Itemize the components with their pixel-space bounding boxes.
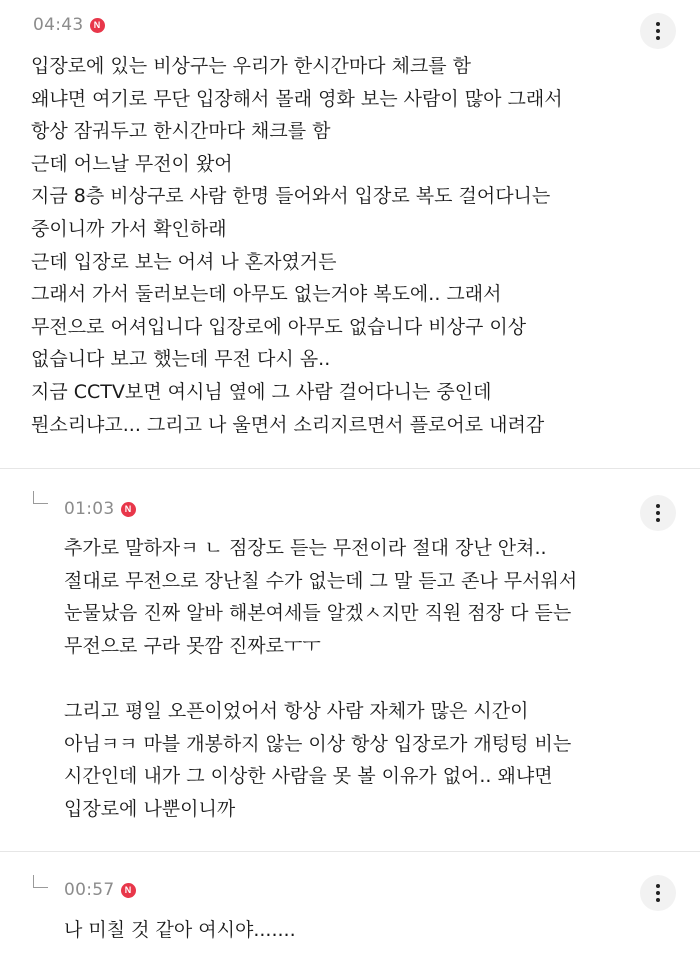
comment-line: 입장로에 있는 비상구는 우리가 한시간마다 체크를 함 (31, 55, 472, 77)
comment-1-meta (33, 15, 105, 35)
more-options-button[interactable] (640, 875, 676, 911)
comment-3-reply (0, 852, 700, 960)
dot-icon (656, 898, 660, 902)
dot-icon (656, 518, 660, 522)
comment-time: 04:43 (33, 15, 84, 35)
comment-body (64, 532, 577, 825)
dot-icon (656, 891, 660, 895)
new-badge: N (90, 18, 105, 33)
more-options-button[interactable] (640, 495, 676, 531)
paragraph-gap (64, 662, 577, 695)
comment-line: 없습니다 보고 했는데 무전 다시 옴.. (31, 348, 331, 371)
comment-body (64, 914, 296, 947)
new-badge: N (121, 502, 136, 517)
comment-2-reply (0, 469, 700, 851)
comment-line: 항상 잠궈두고 한시간마다 채크를 함 (31, 120, 331, 143)
comment-line: 무전으로 어셔입니다 입장로에 아무도 없습니다 비상구 이상 (31, 315, 527, 338)
comment-line: 절대로 무전으로 장난칠 수가 없는데 그 말 듣고 존나 무서워서 (64, 569, 578, 592)
comment-1 (0, 0, 700, 468)
comment-line: 뭔소리냐고... 그리고 나 울면서 소리지르면서 플로어로 내려감 (31, 413, 545, 436)
comment-line: 그래서 가서 둘러보는데 아무도 없는거야 복도에.. 그래서 (31, 283, 502, 306)
dot-icon (656, 884, 660, 888)
dot-icon (656, 22, 660, 26)
comment-line: 왜냐면 여기로 무단 입장해서 몰래 영화 보는 사람이 많아 그래서 (31, 87, 563, 110)
dot-icon (656, 511, 660, 515)
comment-time: 00:57 (64, 880, 115, 900)
more-options-button[interactable] (640, 13, 676, 49)
comment-line: 무전으로 구라 못깜 진짜로ㅜㅜ (64, 634, 321, 657)
reply-arrow-icon (33, 491, 48, 504)
comment-line: 눈물났음 진짜 알바 해본여세들 알겠ㅅ지만 직원 점장 다 듣는 (64, 602, 572, 625)
comment-line: 그리고 평일 오픈이었어서 항상 사람 자체가 많은 시간이 (64, 699, 529, 722)
comment-time: 01:03 (64, 499, 115, 519)
comment-line: 중이니까 가서 확인하래 (31, 217, 227, 240)
comment-line: 입장로에 나뿐이니까 (64, 797, 236, 820)
comment-line: 근데 입장로 보는 어셔 나 혼자였거든 (31, 250, 337, 273)
reply-arrow-icon (33, 875, 48, 888)
comment-line: 아님ㅋㅋ 마블 개봉하지 않는 이상 항상 입장로가 개텅텅 비는 (64, 732, 572, 755)
comment-body (31, 50, 563, 441)
dot-icon (656, 504, 660, 508)
comment-line: 나 미칠 것 같아 여시야....... (64, 919, 296, 941)
comment-line: 지금 CCTV보면 여시님 옆에 그 사람 걸어다니는 중인데 (31, 380, 492, 403)
comment-line: 시간인데 내가 그 이상한 사람을 못 볼 이유가 없어.. 왜냐면 (64, 765, 553, 788)
comment-line: 추가로 말하자ㅋ ㄴ 점장도 듣는 무전이라 절대 장난 안쳐.. (64, 537, 547, 559)
comment-2-meta (64, 499, 136, 519)
comment-line: 지금 8층 비상구로 사람 한명 들어와서 입장로 복도 걸어다니는 (31, 185, 551, 208)
new-badge: N (121, 883, 136, 898)
comment-3-meta (64, 880, 136, 900)
dot-icon (656, 36, 660, 40)
dot-icon (656, 29, 660, 33)
comment-line: 근데 어느날 무전이 왔어 (31, 152, 233, 175)
